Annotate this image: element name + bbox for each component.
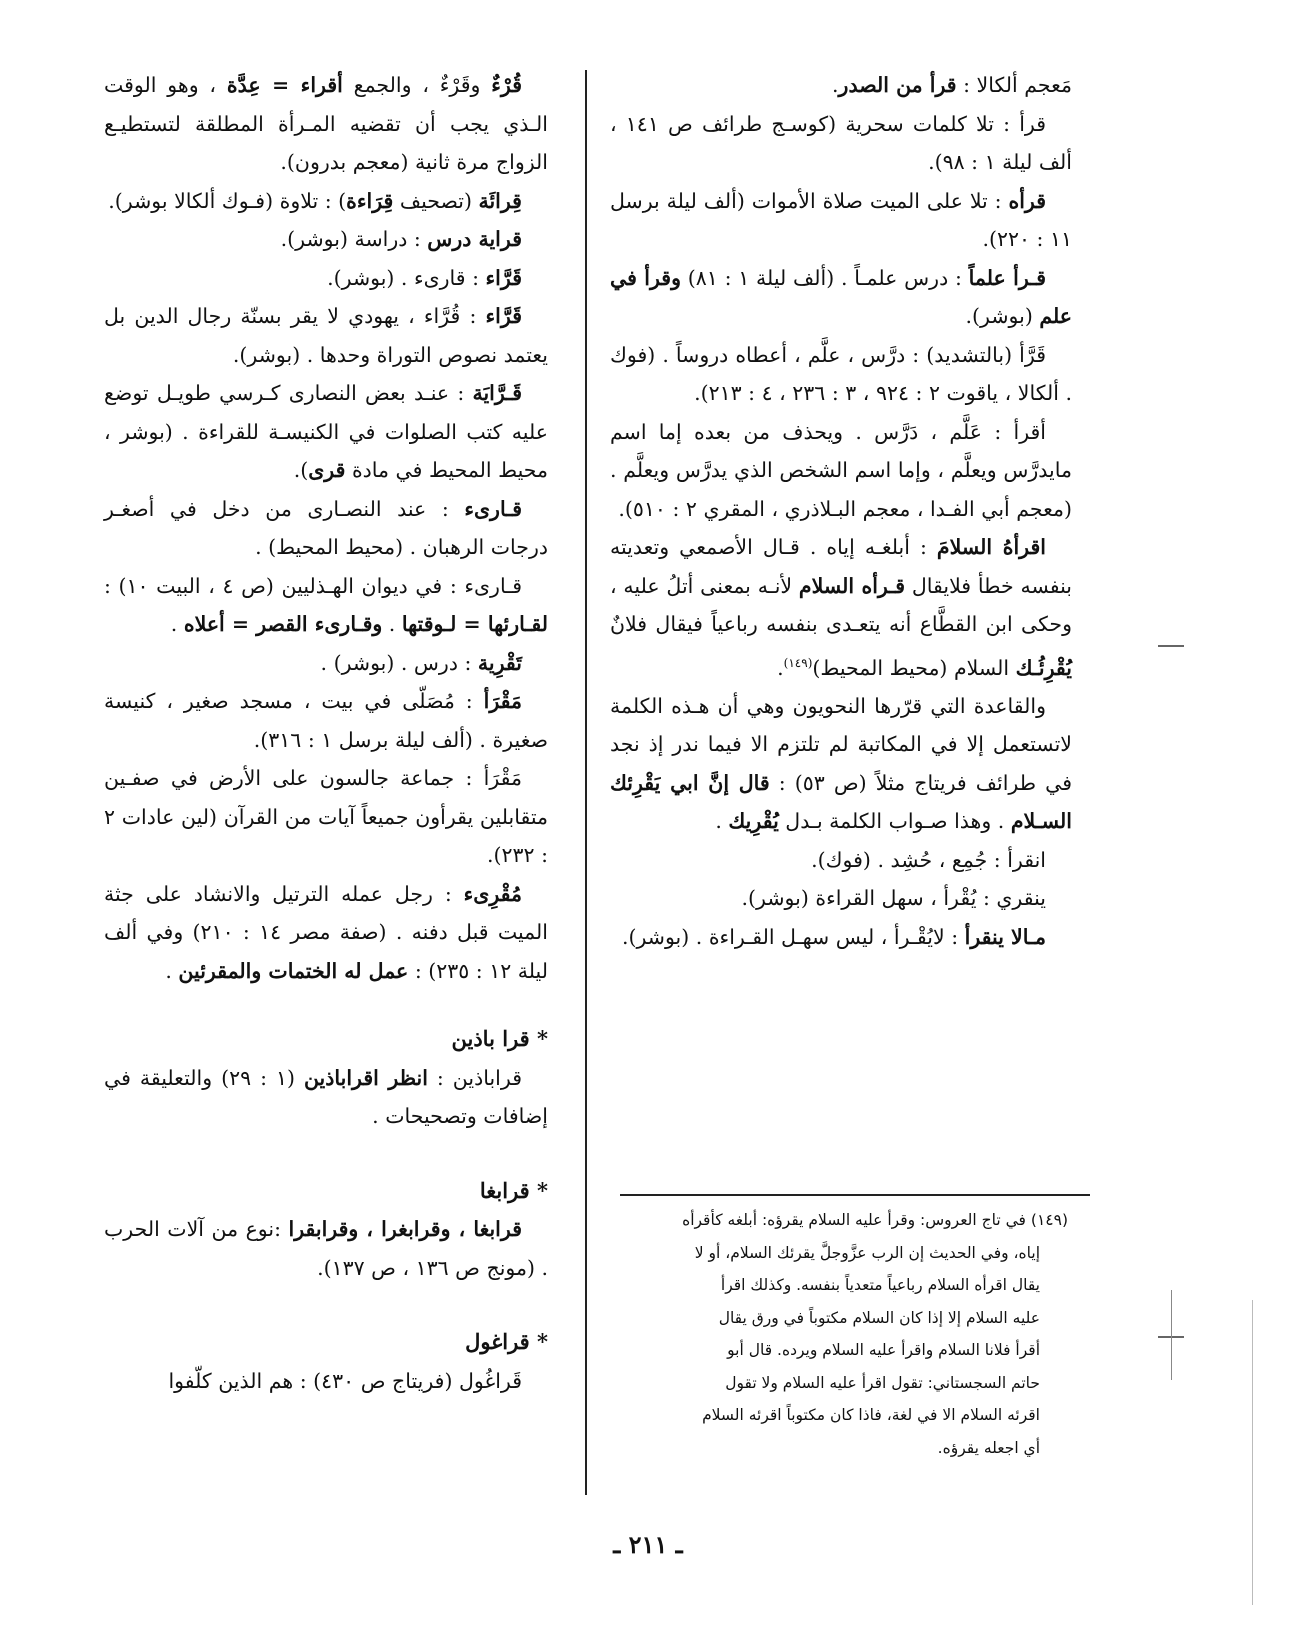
- entry-text: وقَرْءٌ ، والجمع: [342, 73, 492, 97]
- entry-text: والقاعدة التي قرّرها النحويون وهي أن هـذه الكلمة لاتستعمل إلا في المكاتبة لم تلتزم الا فيما ندر إذ نجد في طرائف فريتاج مثلاً (ص ٥٣) :: [610, 693, 1072, 795]
- entry-paragraph: [104, 66, 548, 182]
- headword: قرى: [308, 458, 346, 482]
- entry-text: .: [832, 73, 839, 97]
- footnote-line: أي اجعله يقرؤه.: [937, 1438, 1040, 1457]
- entry-paragraph: [104, 759, 548, 875]
- entry-paragraph: [610, 105, 1072, 182]
- entry-text: .: [715, 809, 729, 834]
- entry-paragraph: [104, 182, 548, 221]
- footnote-text: في تاج العروس: وقرأ عليه السلام يقرؤه: أبلغه كأقرأه: [682, 1211, 1026, 1229]
- right-column: [610, 66, 1072, 956]
- headword: قرأه: [1008, 188, 1046, 213]
- entry-text: : مُصَلّى في بيت ، مسجد صغير ، كنيسة صغيرة . (ألف ليلة برسل ١ : ٣١٦).: [104, 689, 548, 752]
- entry-text: .: [382, 612, 402, 636]
- entry-text: .: [777, 655, 784, 680]
- headword: قَرَّاء: [485, 265, 522, 290]
- headword: * قراغول: [465, 1329, 548, 1354]
- headword: قُرْءٌ: [491, 73, 522, 97]
- entry-text: السلام (محيط المحيط): [812, 655, 1016, 680]
- headword: قراية درس: [427, 227, 522, 251]
- entry-text: : درس . (بوشر) .: [320, 650, 478, 675]
- footnote-line: اقرئه السلام الا في لغة، فاذا كان مكتوباً اقرئه السلام: [702, 1406, 1040, 1424]
- page-edge-line: [1252, 1300, 1253, 1605]
- entry-text: : لايُقْـرأ ، ليس سهـل القـراءة . (بوشر).: [621, 924, 965, 949]
- entry-text: : عند النصـارى من دخل في أصغـر درجات الرهبان . (محيط المحيط) .: [104, 496, 548, 559]
- page-number: ـ ٢١١ ـ: [613, 1530, 683, 1559]
- headword: انظر اقراباذين: [303, 1065, 428, 1090]
- entry-paragraph: [610, 841, 1072, 880]
- entry-paragraph: [610, 182, 1072, 259]
- entry-text: : دراسة (بوشر).: [280, 227, 428, 251]
- entry-text: : أبلغـه إياه . قـال الأصمعي وتعديته بنفسه خطأ فلايقال: [610, 535, 1072, 598]
- headword: قرأ من الصدر: [838, 73, 957, 97]
- entry-text: (بوشر).: [965, 304, 1040, 328]
- entry-paragraph: [104, 220, 548, 259]
- section-heading: [104, 1020, 548, 1059]
- entry-text: : درس علمـاً . (ألف ليلة ١ : ٨١): [681, 265, 969, 290]
- entry-paragraph: [610, 259, 1072, 336]
- entry-paragraph: [610, 528, 1072, 687]
- footnote-line: [616, 1204, 1068, 1237]
- headword: وقـارىء القصر = أعلاه: [183, 612, 383, 636]
- footnote-separator: [620, 1194, 1090, 1196]
- margin-line: [1171, 1290, 1172, 1380]
- headword: قـرأ علماً: [968, 265, 1046, 290]
- entry-text: (١ : ٢٩) والتعليقة في إضافات وتصحيحات .: [104, 1065, 548, 1128]
- entry-paragraph: [610, 66, 1072, 105]
- headword: وقرأ في علم: [610, 265, 1072, 328]
- entry-paragraph: [104, 259, 548, 298]
- headword: مُقْرِىء: [463, 881, 522, 906]
- footnote-ref: (١٤٩): [783, 655, 813, 670]
- headword: قِرائَة: [478, 188, 522, 213]
- headword: مـالا ينقرأ: [964, 924, 1046, 949]
- entry-text: مَقْرَأ : جماعة جالسون على الأرض في صفـين متقابلين يقرأون جميعاً آيات من القرآن (لين عادات ٢ : ٢٣٢).: [104, 766, 548, 867]
- headword: قال إنَّ ابي يَقْرِئك السـلام: [610, 770, 1072, 834]
- entry-paragraph: [104, 644, 548, 683]
- headword: قـارىء: [464, 496, 522, 521]
- margin-tick: [1158, 645, 1184, 647]
- entry-text: ينقري : يُقْرأ ، سهل القراءة (بوشر).: [741, 886, 1046, 911]
- entry-paragraph: [104, 567, 548, 644]
- section-heading: [104, 1323, 548, 1362]
- headword: تَقْرِية: [477, 650, 522, 675]
- headword: لقـارئها = لـوقتها: [401, 612, 548, 636]
- entry-paragraph: [104, 1210, 548, 1287]
- entry-text: .: [170, 612, 184, 636]
- entry-paragraph: [610, 413, 1072, 529]
- entry-text: : عنـد بعض النصارى كـرسي طويـل توضع عليه كتب الصلوات في الكنيسـة للقراءة . (بوشر ، محيط المحيط في مادة: [104, 381, 548, 482]
- entry-text: : قارىء . (بوشر).: [327, 265, 486, 290]
- headword: مَقْرَأ: [483, 689, 522, 713]
- entry-text: ).: [293, 458, 309, 482]
- headword: عمل له الختمات والمقرئين: [178, 958, 409, 983]
- headword: يُقْرِيك: [728, 809, 779, 834]
- section-heading: [104, 1172, 548, 1211]
- entry-text: قراباذين :: [427, 1065, 522, 1090]
- entry-text: :نوع من آلات الحرب . (مونج ص ١٣٦ ، ص ١٣٧).: [104, 1217, 548, 1280]
- entry-text: انقرأ : جُمِع ، حُشِد . (فوك).: [811, 847, 1046, 872]
- entry-text: قـارىء : في ديوان الهـذليين (ص ٤ ، البيت ١٠) :: [104, 573, 523, 598]
- footnote-line: يقال اقرأه السلام رباعياً متعدياً بنفسه. وكذلك اقرأ: [720, 1276, 1040, 1294]
- entry-text: : قُرَّاء ، يهودي لا يقر بسنّة رجال الدين بل يعتمد نصوص التوراة وحدها . (بوشر).: [104, 304, 548, 367]
- headword: قرابغا ، وقرابغرا ، وقرابقرا: [288, 1217, 522, 1241]
- footnote: [616, 1204, 1068, 1464]
- entry-paragraph: [610, 879, 1072, 918]
- footnote-number: (١٤٩): [1030, 1211, 1068, 1229]
- headword: اقرأهُ السلامَ: [936, 535, 1046, 559]
- entry-text: لأنـه بمعنى أتلُ عليه ، وحكى ابن القطَّاع أنه يتعـدى بنفسه رباعياً فيقال فلانٌ: [610, 573, 1072, 636]
- entry-paragraph: [610, 918, 1072, 957]
- left-column: [104, 66, 548, 1400]
- entry-text: قرأ : تلا كلمات سحرية (كوسـج طرائف ص ١٤١ ، ألف ليلة ١ : ٩٨).: [610, 111, 1072, 174]
- entry-paragraph: [104, 682, 548, 759]
- entry-paragraph: [104, 297, 548, 374]
- entry-text: .: [165, 958, 179, 983]
- entry-text: ) : تلاوة (فـوك ألكالا بوشر).: [108, 188, 347, 213]
- footnote-line: أقرأ فلانا السلام واقرأ عليه السلام ويرده. قال أبو: [727, 1341, 1040, 1359]
- headword: أقراء = عِدَّة: [226, 73, 343, 97]
- entry-text: . وهذا صـواب الكلمة بـدل: [778, 809, 1011, 834]
- entry-text: قَراغُول (فريتاج ص ٤٣٠) : هم الذين كلّفوا: [168, 1368, 522, 1393]
- entry-paragraph: [104, 1362, 548, 1401]
- entry-paragraph: [610, 687, 1072, 841]
- entry-paragraph: [610, 336, 1072, 413]
- entry-paragraph: [104, 1059, 548, 1136]
- entry-text: مَعجم ألكالا :: [956, 73, 1072, 97]
- entry-text: قَرَّأ (بالتشديد) : درَّس ، علَّم ، أعطاه دروساً . (فوك . ألكالا ، ياقوت ٢ : ٩٢٤ ، ٣ : ٢٣٦ ، ٤ : ٢١٣).: [610, 342, 1072, 405]
- footnote-line: حاتم السجستاني: تقول اقرأ عليه السلام ولا تقول: [725, 1373, 1040, 1392]
- entry-text: : تلا على الميت صلاة الأموات (ألف ليلة برسل ١١ : ٢٢٠).: [610, 188, 1072, 251]
- headword: قِرَاءة: [346, 188, 394, 213]
- headword: * قرابغا: [479, 1177, 548, 1203]
- footnote-line: عليه السلام إلا إذا كان السلام مكتوباً في ورق يقال: [718, 1308, 1040, 1327]
- headword: قـرأه السلام: [798, 573, 906, 598]
- entry-text: : رجل عمله الترتيل والانشاد على جثة الميت قبل دفنه . (صفة مصر ١٤ : ٢١٠) وفي ألف ليلة ١٢ : ٢٣٥) :: [104, 881, 548, 983]
- headword: * قرا باذين: [451, 1026, 548, 1051]
- entry-paragraph: [104, 374, 548, 490]
- entry-text: (تصحيف: [393, 188, 479, 213]
- column-divider: [585, 70, 587, 1495]
- headword: يُقْرِئُـك: [1015, 655, 1072, 680]
- entry-paragraph: [104, 490, 548, 567]
- entry-text: أقرأ : عَلَّم ، دَرَّس . ويحذف من بعده إما اسم مايدرَّس ويعلَّم ، وإما اسم الشخص الذي يدرَّس ويعلَّم . (معجم أبي الفـدا ، معجم البـلاذري ، المقري ٢ : ٥١٠).: [610, 419, 1072, 521]
- headword: قَرَّاء: [485, 304, 522, 328]
- footnote-line: إياه، وفي الحديث إن الرب عزَّوجلَّ يقرئك السلام، أو لا: [694, 1243, 1040, 1262]
- headword: قَـرَّايَة: [472, 381, 522, 405]
- entry-text: ، وهو الوقت الـذي يجب أن تقضيه المـرأة المطلقة لتستطيـع الزواج مرة ثانية (معجم بدرون).: [104, 73, 548, 174]
- entry-paragraph: [104, 875, 548, 991]
